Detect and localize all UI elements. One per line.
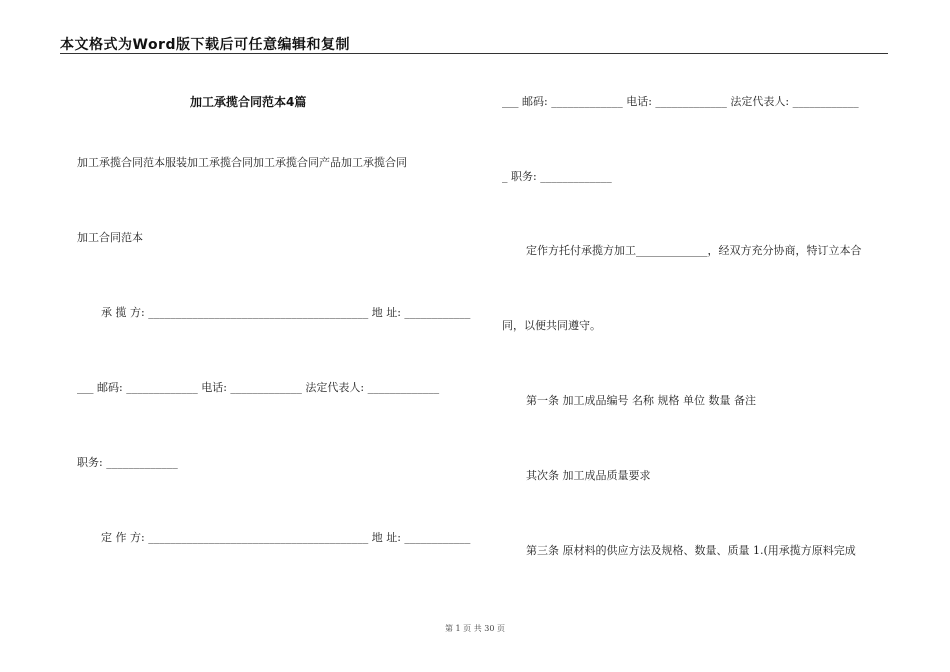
client-contact-line: ___ 邮码: _____________ 电话: _____________ 法定代表人: ____________ (502, 95, 859, 108)
contractor-line: 承 揽 方: ________________________________________ 地 址: ____________ (101, 306, 471, 319)
client-line: 定 作 方: ________________________________________ 地 址: ____________ (101, 531, 471, 544)
article-1-heading: 第一条 加工成品编号 名称 规格 单位 数量 备注 (526, 394, 756, 407)
contractor-contact-line: ___ 邮码: _____________ 电话: _____________ 法定代表人: _____________ (77, 381, 440, 394)
contractor-position-line: 职务: _____________ (77, 456, 178, 469)
article-3-heading: 第三条 原材料的供应方法及规格、数量、质量 1.(用承揽方原料完成 (526, 544, 856, 557)
document-title: 加工承揽合同范本4篇 (190, 95, 307, 109)
header-divider (60, 53, 888, 54)
page-footer: 第 1 页 共 30 页 (445, 624, 505, 633)
left-paragraph-1: 加工承揽合同范本服装加工承揽合同加工承揽合同产品加工承揽合同 (77, 156, 407, 169)
client-position-line: _ 职务: _____________ (502, 170, 612, 183)
document-header-banner: 本文格式为Word版下载后可任意编辑和复制 (60, 37, 350, 53)
left-paragraph-2: 加工合同范本 (77, 231, 143, 244)
right-paragraph-1: 定作方托付承揽方加工_____________，经双方充分协商，特订立本合 (526, 244, 862, 257)
right-paragraph-2: 同，以便共同遵守。 (502, 319, 601, 332)
article-2-heading: 其次条 加工成品质量要求 (526, 469, 651, 482)
